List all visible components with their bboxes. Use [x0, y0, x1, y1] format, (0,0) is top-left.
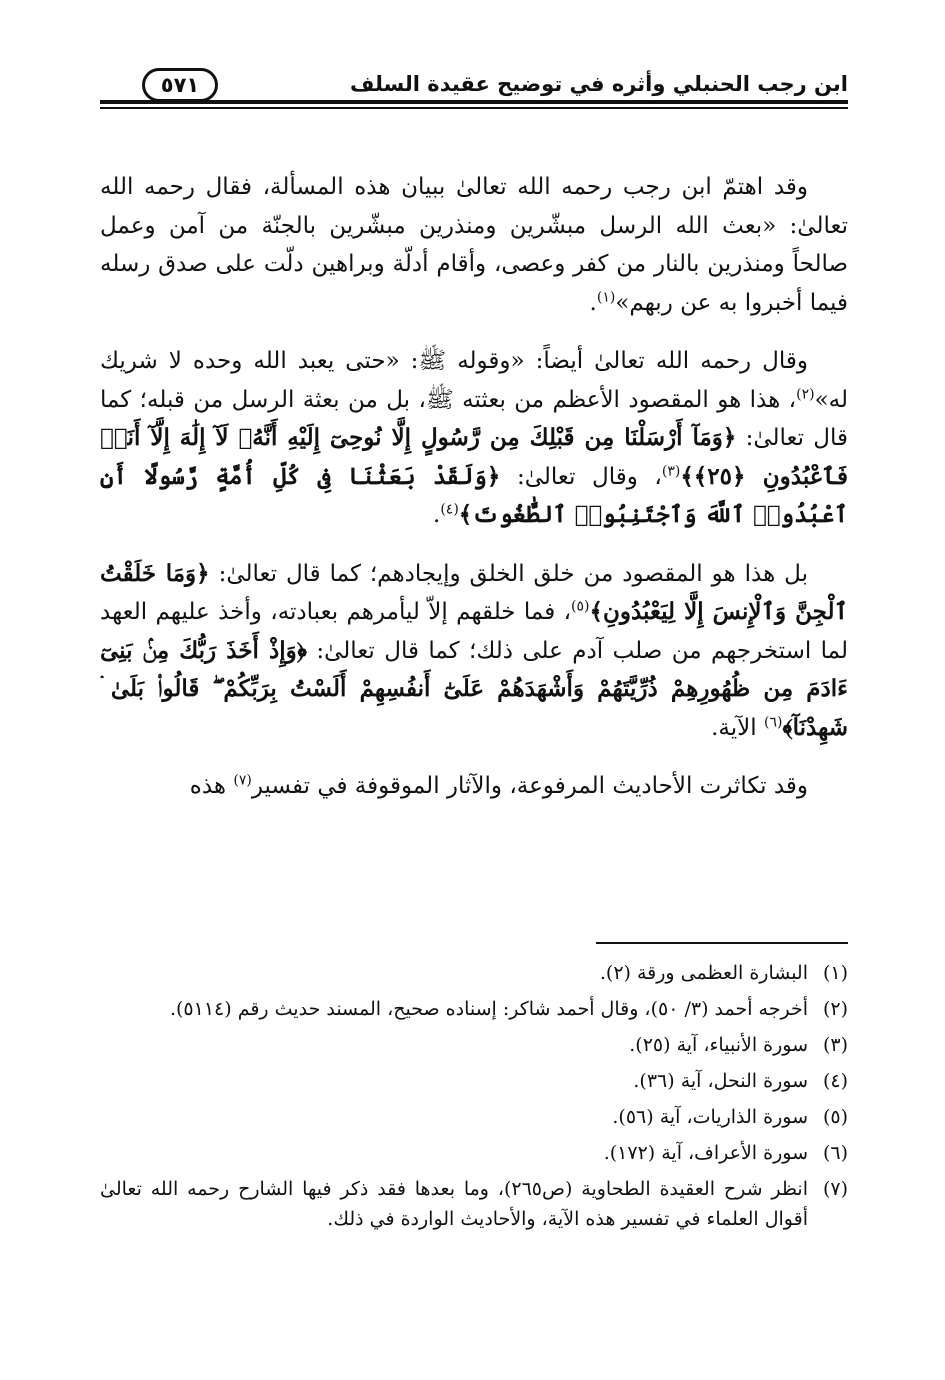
footnote-text: سورة الأعراف، آية (١٧٢).	[603, 1142, 808, 1164]
book-title: ابن رجب الحنبلي وأثره في توضيح عقيدة السلف	[349, 72, 848, 96]
footnotes	[100, 958, 848, 1240]
text-run: الآية.	[711, 714, 764, 741]
footnote-3	[100, 1030, 848, 1060]
footnote-number: (٦)	[822, 1142, 848, 1164]
footnote-6	[100, 1138, 848, 1168]
footnote-ref: (٣)	[661, 462, 681, 479]
footnote-text: انظر شرح العقيدة الطحاوية (ص٢٦٥)، وما بعدها فقد ذكر فيها الشارح رحمه الله تعالىٰ أقوال العلماء في تفسير هذه الآية، والأحاديث الواردة في ذلك.	[100, 1178, 808, 1230]
footnote-1	[100, 958, 848, 988]
text-run: ، فما خلقهم إلاّ ليأمرهم بعبادته، وأخذ عليهم العهد لما استخرجهم من صلب آدم على ذلك؛ كما قال تعالىٰ:	[100, 599, 848, 664]
footnote-ref: (٧)	[233, 772, 252, 789]
quran-verse: ﴿وَلَقَدْ بَعَثْنَا فِى كُلِّ أُمَّةٍ رَّسُولًا أَنِ ٱعْبُدُوا۟ ٱللَّهَ وَٱجْتَنِبُوا۟ ٱلطَّٰغُوتَ﴾	[100, 462, 848, 528]
footnote-text: أخرجه أحمد (٣/ ٥٠)، وقال أحمد شاكر: إسناده صحيح، المسند حديث رقم (٥١١٤).	[169, 998, 808, 1020]
quran-verse: ﴿وَمَا خَلَقْتُ ٱلْجِنَّ وَٱلْإِنسَ إِلَّا لِيَعْبُدُونِ﴾	[100, 559, 849, 625]
footnote-number: (٥)	[822, 1106, 848, 1128]
text-run: .	[433, 502, 441, 528]
footnote-5	[100, 1102, 848, 1132]
paragraph-4	[100, 767, 848, 806]
footnote-number: (٢)	[822, 998, 848, 1020]
text-run: ، وقال تعالىٰ:	[500, 463, 662, 490]
footnote-number: (٧)	[822, 1178, 848, 1200]
page-number-badge: ٥٧١	[142, 68, 218, 102]
footnote-number: (٤)	[822, 1070, 848, 1092]
footnote-text: البشارة العظمى ورقة (٢).	[599, 962, 808, 984]
footnote-number: (٣)	[822, 1034, 848, 1056]
footnote-2	[100, 994, 848, 1024]
footnote-text: سورة الذاريات، آية (٥٦).	[612, 1106, 808, 1128]
text-run: وقد تكاثرت الأحاديث المرفوعة، والآثار الموقوفة في تفسير	[251, 773, 808, 799]
footnote-ref: (٦)	[763, 713, 783, 730]
footnote-number: (١)	[822, 962, 848, 984]
footnote-ref: (٤)	[440, 501, 459, 518]
text-run: بل هذا هو المقصود من خلق الخلق وإيجادهم؛ كما قال تعالىٰ:	[209, 560, 808, 587]
quran-verse: ﴿وَمَآ أَرْسَلْنَا مِن قَبْلِكَ مِن رَّسُولٍ إِلَّا نُوحِىٓ إِلَيْهِ أَنَّهُۥ لَآ إِلَٰهَ إِلَّآ أَنَا۠ فَٱعْبُدُونِ ﴿٢٥﴾﴾	[100, 424, 848, 490]
footnote-ref: (٢)	[796, 385, 815, 402]
quran-verse: ﴿وَإِذْ أَخَذَ رَبُّكَ مِنۢ بَنِىٓ ءَادَمَ مِن ظُهُورِهِمْ ذُرِّيَّتَهُمْ وَأَشْهَدَهُمْ عَلَىٰٓ أَنفُسِهِمْ أَلَسْتُ بِرَبِّكُمْ ۖ قَالُوا۟ بَلَىٰ ۛ شَهِدْنَآ﴾	[100, 636, 848, 741]
paragraph-1	[100, 168, 848, 322]
footnote-text: سورة الأنبياء، آية (٢٥).	[629, 1034, 808, 1056]
header-rule-thin	[100, 107, 848, 109]
running-header	[100, 66, 848, 122]
text-run: وقال رحمه الله تعالىٰ أيضاً: «وقوله ﷺ: «حتى يعبد الله وحده لا شريك له»	[100, 348, 848, 413]
paragraph-3	[100, 555, 848, 748]
footnote-ref: (١)	[596, 288, 616, 305]
footnote-text: سورة النحل، آية (٣٦).	[633, 1070, 808, 1092]
paragraph-2	[100, 342, 848, 535]
text-run: ، هذا هو المقصود الأعظم من بعثته ﷺ، بل من بعثة الرسل من قبله؛ كما قال تعالىٰ:	[100, 386, 848, 451]
header-rule-thick	[100, 100, 848, 104]
footnote-4	[100, 1066, 848, 1096]
text-run: وقد اهتمّ ابن رجب رحمه الله تعالىٰ ببيان هذه المسألة، فقال رحمه الله تعالىٰ: «بعث الله الرسل مبشّرين ومنذرين مبشّرين بالجنّة من آمن وعمل صالحاً ومنذرين بالنار من كفر وعصى، وأقام أدلّة وبراهين دلّت على صدق رسله فيما أخبروا به عن ربهم»	[100, 174, 848, 316]
text-run: .	[589, 289, 597, 316]
main-text	[100, 168, 848, 806]
footnote-separator	[596, 942, 848, 944]
text-run: هذه	[189, 773, 234, 799]
footnote-7	[100, 1174, 848, 1234]
footnote-ref: (٥)	[571, 598, 590, 615]
